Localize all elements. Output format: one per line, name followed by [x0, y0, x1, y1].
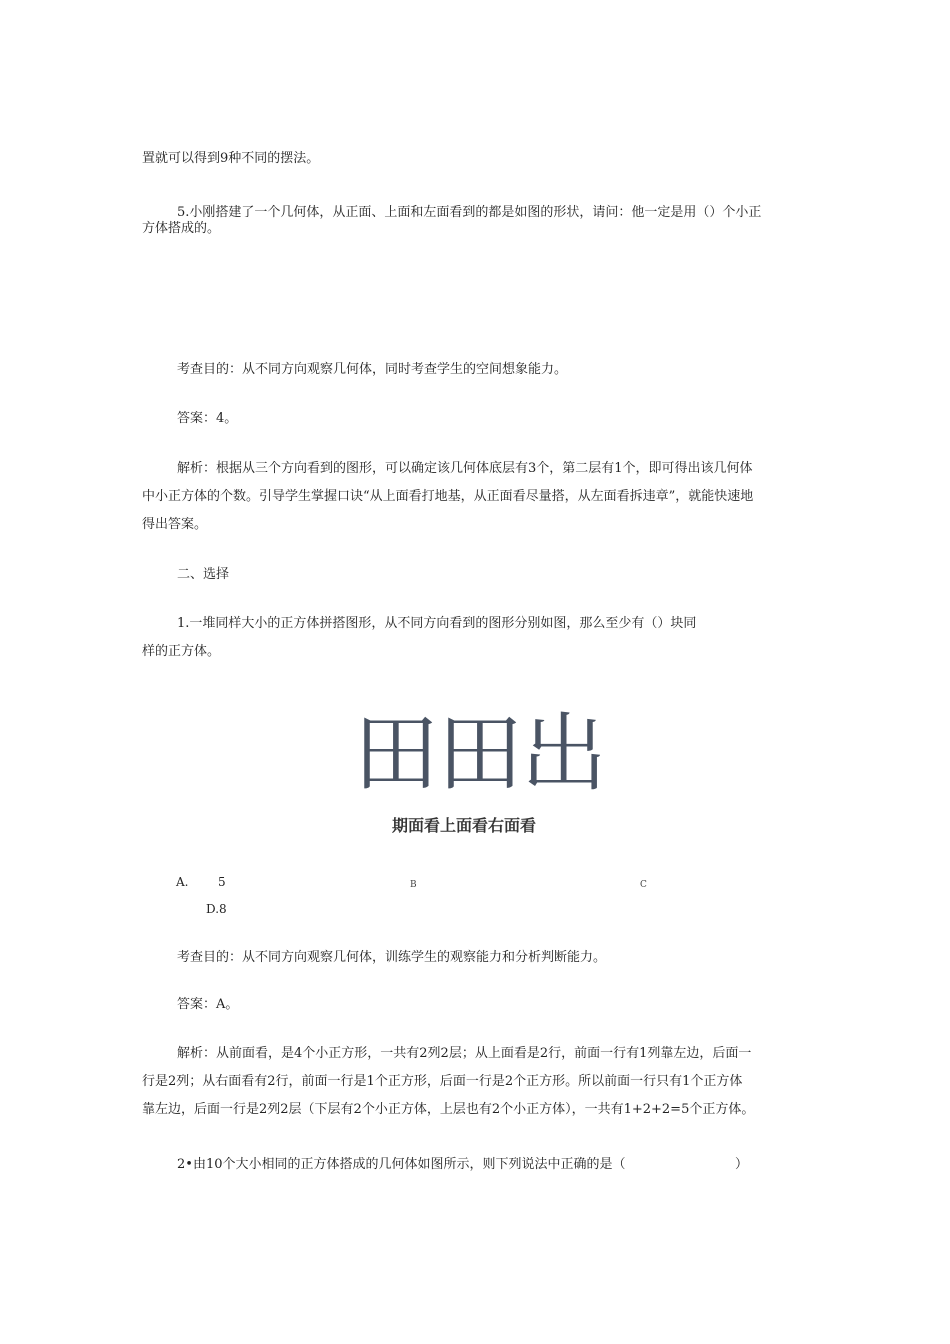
- question-5-purpose: 考查目的：从不同方向观察几何体，同时考查学生的空间想象能力。: [177, 362, 568, 377]
- choice-2-text: 2•由10个大小相同的正方体搭成的几何体如图所示，则下列说法中正确的是（: [177, 1157, 626, 1172]
- question-5-analysis-1: 解析：根据从三个方向看到的图形，可以确定该几何体底层有3个，第二层有1个，即可得出该几何体: [177, 461, 753, 476]
- view-figure-glyphs: 田田出: [353, 704, 605, 804]
- question-5-analysis-3: 得出答案。: [142, 517, 208, 532]
- option-b-label: B: [410, 880, 417, 890]
- option-a-value: 5: [218, 875, 226, 889]
- view-figure-caption: 期面看上面看右面看: [392, 816, 537, 835]
- choice-1-text: 1.一堆同样大小的正方体拼搭图形，从不同方向看到的图形分别如图，那么至少有（）块同: [177, 616, 697, 631]
- choice-1-answer: 答案：A。: [177, 997, 239, 1012]
- choice-1-text-cont: 样的正方体。: [142, 644, 221, 659]
- option-c-label: C: [640, 880, 647, 890]
- choice-1-purpose: 考查目的：从不同方向观察几何体，训练学生的观察能力和分析判断能力。: [177, 950, 607, 965]
- option-d: D.8: [206, 902, 227, 916]
- section-heading-choice: 二、选择: [177, 567, 230, 582]
- choice-1-analysis-1: 解析：从前面看，是4个小正方形，一共有2列2层；从上面看是2行，前面一行有1列靠左边，后面一: [177, 1046, 752, 1061]
- question-5-text: 5.小刚搭建了一个几何体，从正面、上面和左面看到的都是如图的形状，请问：他一定是用（）个小正: [177, 205, 762, 220]
- option-a-label: A.: [176, 875, 189, 889]
- question-5-text-cont: 方体搭成的。: [142, 221, 221, 236]
- choice-2-closing-paren: ）: [735, 1157, 749, 1172]
- choice-1-analysis-2: 行是2列；从右面看有2行，前面一行是1个正方形，后面一行是2个正方形。所以前面一行只有1个正方体: [142, 1074, 743, 1089]
- paragraph-continuation: 置就可以得到9种不同的摆法。: [142, 151, 320, 166]
- question-5-answer: 答案：4。: [177, 411, 238, 426]
- choice-1-analysis-3: 靠左边，后面一行是2列2层（下层有2个小正方体，上层也有2个小正方体），一共有1+2+2=5个正方体。: [142, 1102, 755, 1117]
- question-5-analysis-2: 中小正方体的个数。引导学生掌握口诀“从上面看打地基，从正面看尽量搭，从左面看拆违章”，就能快速地: [142, 489, 754, 504]
